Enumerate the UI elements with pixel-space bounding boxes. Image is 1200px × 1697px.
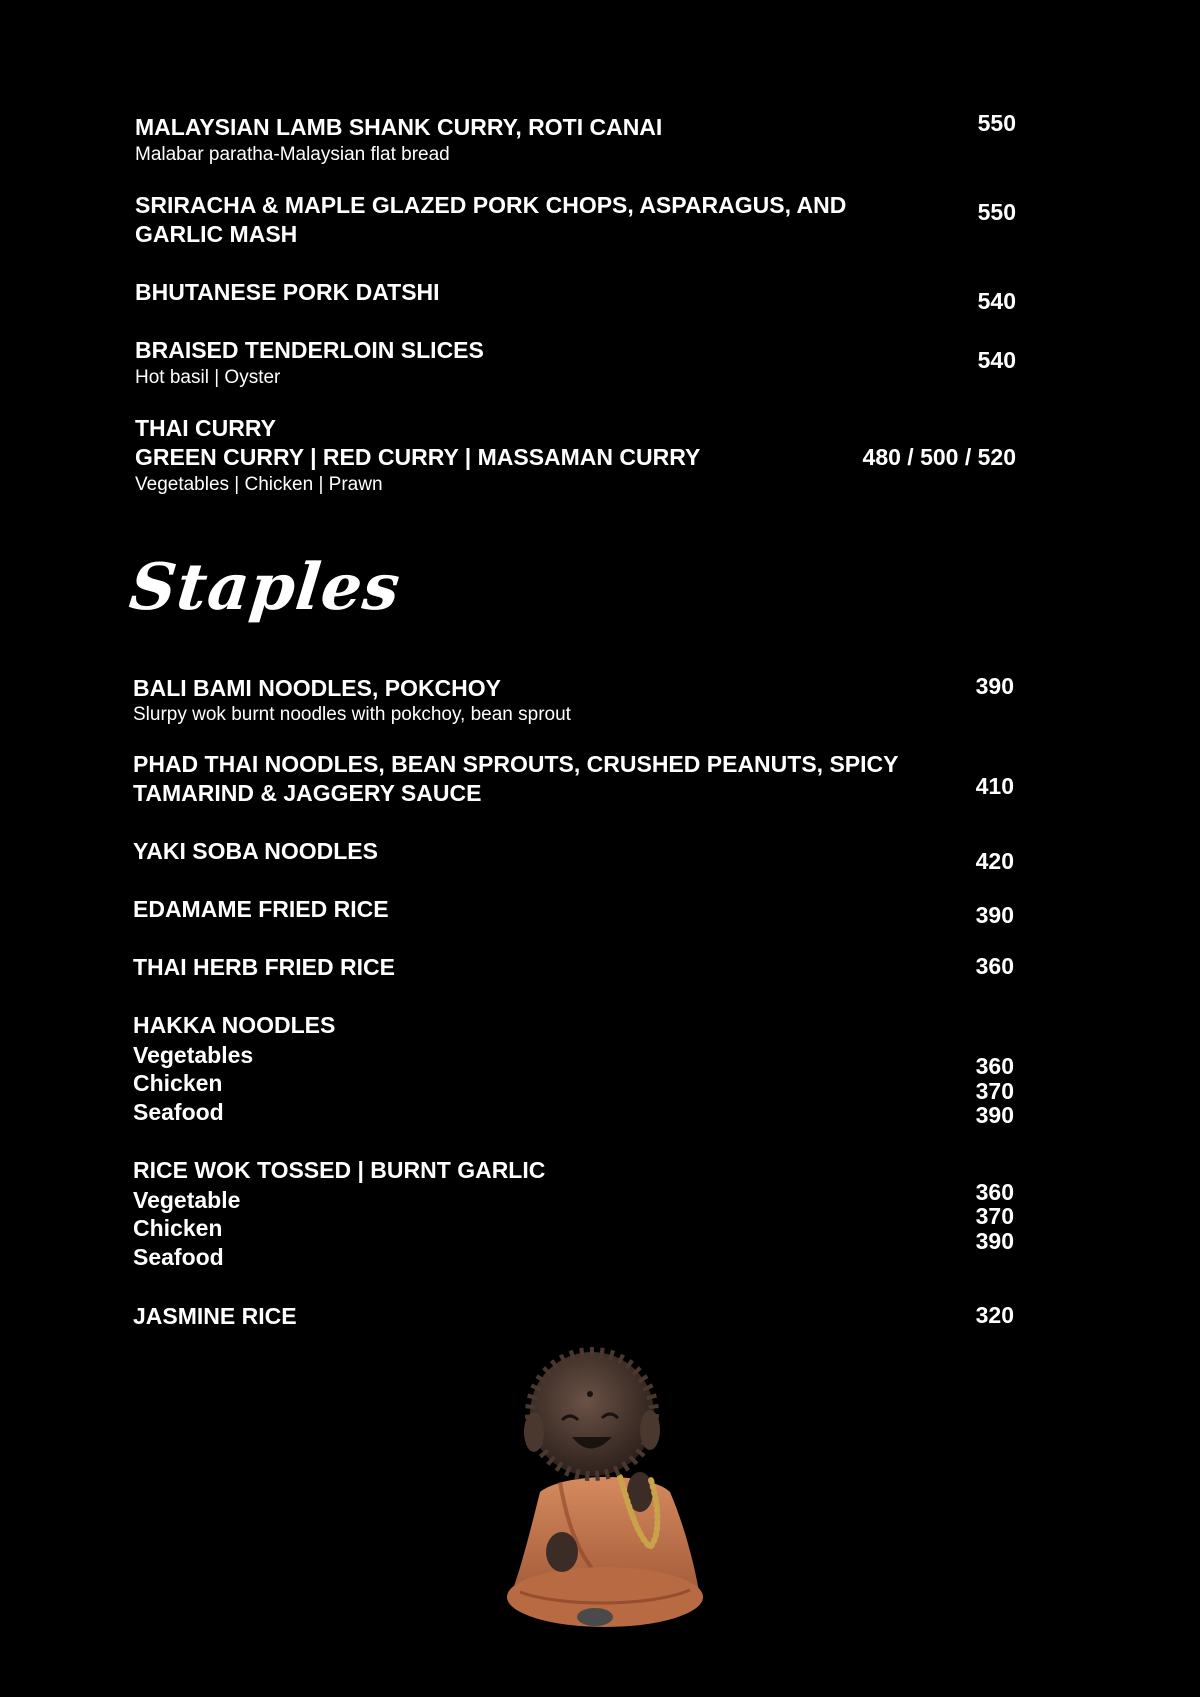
dish-name: MALAYSIAN LAMB SHANK CURRY, ROTI CANAI xyxy=(135,114,663,140)
dish-price: 540 xyxy=(977,347,1016,373)
dish-option: Vegetable xyxy=(133,1187,241,1213)
dish-price: 540 xyxy=(977,288,1016,314)
dish-description: Malabar paratha-Malaysian flat bread xyxy=(135,144,450,165)
dish-name: JASMINE RICE xyxy=(133,1303,297,1329)
dish-name: BHUTANESE PORK DATSHI xyxy=(135,279,440,305)
dish-description: Slurpy wok burnt noodles with pokchoy, bean sprout xyxy=(133,704,571,725)
dish-price: 420 xyxy=(975,848,1014,874)
dish-name: BALI BAMI NOODLES, POKCHOY xyxy=(133,675,502,701)
dish-price: 360 xyxy=(975,1053,1014,1079)
dish-price: 360 xyxy=(975,953,1014,979)
dish-option: Seafood xyxy=(133,1244,224,1270)
dish-name: GARLIC MASH xyxy=(135,221,298,247)
dish-name: EDAMAME FRIED RICE xyxy=(133,896,389,922)
section-heading-staples: Staples xyxy=(126,550,405,625)
dish-price: 410 xyxy=(975,773,1014,799)
dish-price: 390 xyxy=(975,902,1014,928)
dish-option: Chicken xyxy=(133,1215,223,1241)
dish-price: 390 xyxy=(975,1228,1014,1254)
laughing-monk-figurine-illustration xyxy=(500,1342,710,1642)
dish-price: 360 xyxy=(975,1179,1014,1205)
dish-price: 390 xyxy=(975,1102,1014,1128)
dish-price: 550 xyxy=(977,199,1016,225)
dish-price: 550 xyxy=(977,110,1016,136)
dish-name: RICE WOK TOSSED | BURNT GARLIC xyxy=(133,1157,546,1183)
dish-description: Vegetables | Chicken | Prawn xyxy=(135,474,383,495)
dish-name: THAI HERB FRIED RICE xyxy=(133,954,395,980)
dish-name: HAKKA NOODLES xyxy=(133,1012,336,1038)
dish-name: PHAD THAI NOODLES, BEAN SPROUTS, CRUSHED PEANUTS, SPICY xyxy=(133,751,899,777)
dish-name: TAMARIND & JAGGERY SAUCE xyxy=(133,780,482,806)
dish-option: Chicken xyxy=(133,1070,223,1096)
dish-description: Hot basil | Oyster xyxy=(135,367,281,388)
dish-name: BRAISED TENDERLOIN SLICES xyxy=(135,337,484,363)
dish-price: 370 xyxy=(975,1078,1014,1104)
dish-name: THAI CURRY xyxy=(135,415,276,441)
dish-name: GREEN CURRY | RED CURRY | MASSAMAN CURRY xyxy=(135,444,701,470)
dish-option: Seafood xyxy=(133,1099,224,1125)
dish-price: 480 / 500 / 520 xyxy=(862,444,1016,470)
dish-name: SRIRACHA & MAPLE GLAZED PORK CHOPS, ASPARAGUS, AND xyxy=(135,192,847,218)
dish-option: Vegetables xyxy=(133,1042,254,1068)
dish-price: 320 xyxy=(975,1302,1014,1328)
dish-price: 390 xyxy=(975,673,1014,699)
dish-name: YAKI SOBA NOODLES xyxy=(133,838,378,864)
dish-price: 370 xyxy=(975,1203,1014,1229)
